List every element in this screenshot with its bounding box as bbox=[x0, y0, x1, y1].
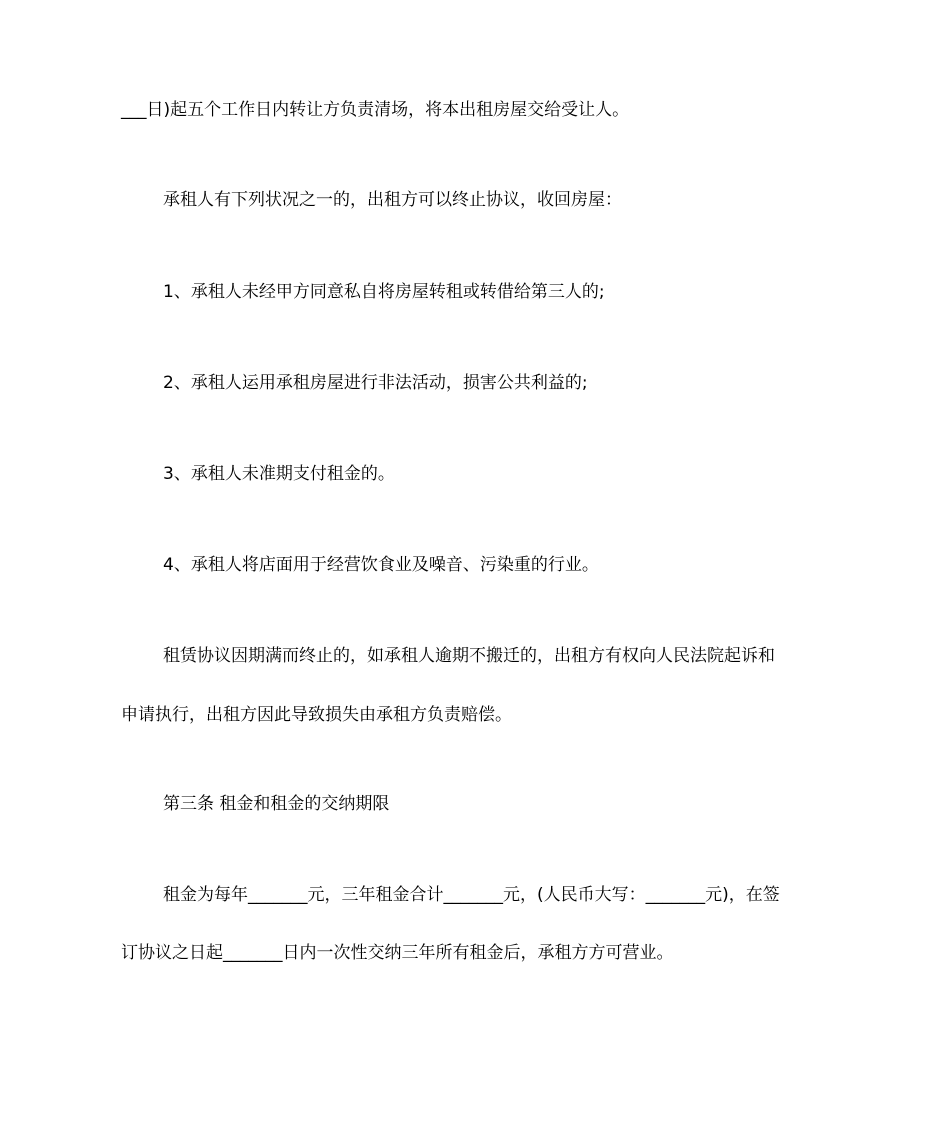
paragraph-rent-line-2: 订协议之日起_______日内一次性交纳三年所有租金后，承租方方可营业。 bbox=[121, 943, 674, 963]
paragraph-expiry-line-1: 租赁协议因期满而终止的，如承租人逾期不搬迁的，出租方有权向人民法院起诉和 bbox=[163, 646, 775, 666]
list-item-4: 4、承租人将店面用于经营饮食业及噪音、污染重的行业。 bbox=[163, 555, 599, 575]
list-item-1: 1、承租人未经甲方同意私自将房屋转租或转借给第三人的; bbox=[163, 282, 605, 302]
list-item-3: 3、承租人未准期支付租金的。 bbox=[163, 464, 395, 484]
paragraph-termination-intro: 承租人有下列状况之一的，出租方可以终止协议，收回房屋： bbox=[163, 190, 622, 210]
paragraph-expiry-line-2: 申请执行，出租方因此导致损失由承租方负责赔偿。 bbox=[121, 705, 512, 725]
paragraph-rent-line-1: 租金为每年_______元，三年租金合计_______元，(人民币大写：_______元)，在签 bbox=[163, 885, 780, 905]
paragraph-line-1: ___日)起五个工作日内转让方负责清场，将本出租房屋交给受让人。 bbox=[121, 100, 630, 120]
list-item-2: 2、承租人运用承租房屋进行非法活动，损害公共利益的; bbox=[163, 373, 588, 393]
section-heading-article-3: 第三条 租金和租金的交纳期限 bbox=[163, 794, 390, 814]
